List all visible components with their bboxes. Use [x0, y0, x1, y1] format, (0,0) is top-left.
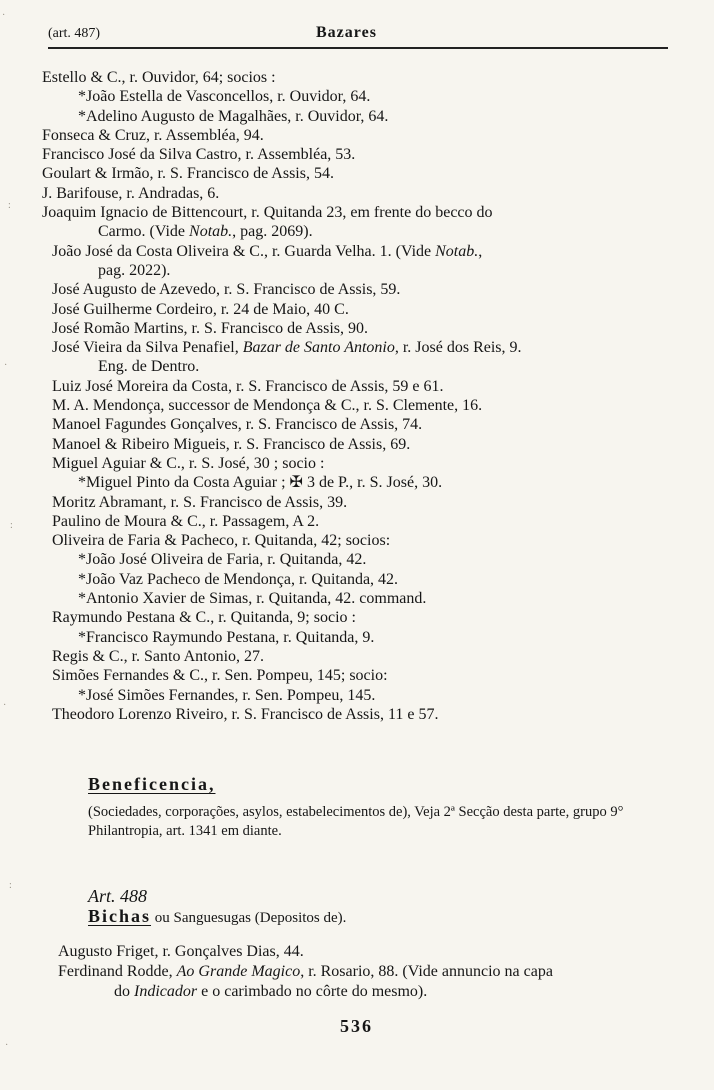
entry-line [42, 666, 682, 685]
entry-line [42, 531, 682, 550]
entry-text: Francisco José da Silva Castro, r. Assembléa, 53. [42, 146, 356, 164]
entry-text: Oliveira de Faria & Pacheco, r. Quitanda, 42; socios: [52, 532, 391, 550]
entry-line [42, 184, 682, 203]
entry-line [42, 647, 682, 666]
entry-line [42, 415, 682, 434]
entry-text: *Francisco Raymundo Pestana, r. Quitanda, 9. [78, 628, 375, 646]
bichas-entry-text: e o carimbado no côrte do mesmo). [197, 983, 428, 1000]
entry-line [42, 473, 682, 492]
entry-text: M. A. Mendonça, successor de Mendonça & C., r. S. Clemente, 16. [52, 397, 483, 415]
entry-text: Fonseca & Cruz, r. Assembléa, 94. [42, 126, 264, 144]
entry-line [42, 435, 682, 454]
bichas-entry-text: Augusto Friget, r. Gonçalves Dias, 44. [58, 943, 304, 960]
entry-text: Eng. de Dentro. [98, 358, 200, 376]
entry-line [42, 319, 682, 338]
entry-line [42, 242, 682, 261]
page-number: 536 [340, 1016, 373, 1036]
bichas-entry-text: do [114, 983, 134, 1000]
entry-text: José Guilherme Cordeiro, r. 24 de Maio, 40 C. [52, 300, 349, 318]
entry-text: Raymundo Pestana & C., r. Quitanda, 9; socio : [52, 609, 356, 627]
entry-text: Goulart & Irmão, r. S. Francisco de Assis, 54. [42, 165, 334, 183]
entry-text: *João Estella de Vasconcellos, r. Ouvidor, 64. [78, 88, 371, 106]
entry-text: José Vieira da Silva Penafiel, [52, 339, 243, 357]
bichas-entry-line [58, 942, 698, 962]
entry-text: Manoel Fagundes Gonçalves, r. S. Francisco de Assis, 74. [52, 416, 423, 434]
entry-text: Manoel & Ribeiro Migueis, r. S. Francisco de Assis, 69. [52, 435, 411, 453]
article-488-label: Art. 488 [88, 886, 148, 906]
entry-text: , r. José dos Reis, 9. [394, 339, 522, 357]
entry-line [42, 686, 682, 705]
entry-line [42, 261, 682, 280]
beneficencia-heading: Beneficencia, [88, 774, 216, 794]
entry-line [42, 550, 682, 569]
entry-line [42, 396, 682, 415]
bichas-entry-line [58, 982, 698, 1002]
header-rule [48, 47, 668, 49]
entry-text: J. Barifouse, r. Andradas, 6. [42, 184, 220, 202]
entry-text: João José da Costa Oliveira & C., r. Guarda Velha. 1. (Vide [52, 242, 436, 260]
entry-line [42, 68, 682, 87]
bichas-entry-text: Ao Grande Magico [176, 963, 301, 980]
entry-text: Simões Fernandes & C., r. Sen. Pompeu, 145; socio: [52, 667, 388, 685]
bichas-title: Bichas [88, 906, 152, 926]
bichas-entry-text: Ferdinand Rodde, [58, 963, 177, 980]
entry-text: José Romão Martins, r. S. Francisco de Assis, 90. [52, 319, 368, 337]
bichas-entry-text: Indicador [134, 983, 198, 1000]
entry-line [42, 570, 682, 589]
entry-line [42, 107, 682, 126]
entry-text: pag. 2022). [98, 261, 171, 279]
entry-line [42, 608, 682, 627]
beneficencia-text: (Sociedades, corporações, asylos, estabelecimentos de), Veja 2ª Secção desta parte, grupo 9° Philantropia, art. 1341 em diante. [88, 804, 624, 839]
entry-text: Joaquim Ignacio de Bittencourt, r. Quitanda 23, em frente do becco do [42, 204, 493, 222]
entry-text: *João José Oliveira de Faria, r. Quitanda, 42. [78, 551, 367, 569]
entry-line [42, 512, 682, 531]
entry-line [42, 203, 682, 222]
entry-text: , [478, 242, 483, 260]
entry-line [42, 300, 682, 319]
entry-line [42, 377, 682, 396]
article-reference: (art. 487) [48, 26, 101, 41]
entry-line [42, 145, 682, 164]
entry-line [42, 87, 682, 106]
entry-text: Miguel Aguiar & C., r. S. José, 30 ; socio : [52, 454, 325, 472]
entry-text: , pag. 2069). [232, 223, 313, 241]
entry-text: Theodoro Lorenzo Riveiro, r. S. Francisco de Assis, 11 e 57. [52, 705, 439, 723]
entry-text: *José Simões Fernandes, r. Sen. Pompeu, 145. [78, 686, 376, 704]
bichas-entry-list [58, 942, 698, 1002]
entry-text: Bazar de Santo Antonio [242, 339, 395, 357]
entry-text: Paulino de Moura & C., r. Passagem, A 2. [52, 512, 320, 530]
entry-text: Estello & C., r. Ouvidor, 64; socios : [42, 69, 276, 86]
bichas-subtitle: ou Sanguesugas (Depositos de). [154, 910, 347, 926]
left-margin-noise: · : · : · : · [2, 10, 13, 1051]
entry-text: *Adelino Augusto de Magalhães, r. Ouvidor, 64. [78, 107, 389, 125]
entry-text: Moritz Abramant, r. S. Francisco de Assis, 39. [52, 493, 348, 511]
entry-text: Regis & C., r. Santo Antonio, 27. [52, 647, 265, 665]
entry-line [42, 454, 682, 473]
entry-line [42, 705, 682, 724]
entry-text: *Miguel Pinto da Costa Aguiar ; ✠ 3 de P., r. S. José, 30. [78, 474, 443, 492]
bichas-entry-line [58, 962, 698, 982]
header-title: Bazares [316, 24, 377, 41]
entry-line [42, 126, 682, 145]
entry-text: Notab. [435, 242, 479, 260]
entry-line [42, 280, 682, 299]
entry-line [42, 164, 682, 183]
entry-text: Notab. [189, 223, 233, 241]
bichas-heading [88, 906, 346, 927]
entry-text: Luiz José Moreira da Costa, r. S. Francisco de Assis, 59 e 61. [52, 377, 444, 395]
bazares-entry-list [42, 68, 682, 724]
entry-text: Carmo. (Vide [98, 223, 190, 241]
bichas-entry-text: , r. Rosario, 88. (Vide annuncio na capa [300, 963, 553, 980]
entry-line [42, 222, 682, 241]
entry-line [42, 628, 682, 647]
entry-text: *Antonio Xavier de Simas, r. Quitanda, 42. command. [78, 590, 427, 608]
entry-line [42, 357, 682, 376]
entry-line [42, 589, 682, 608]
page-header [48, 22, 668, 46]
entry-text: José Augusto de Azevedo, r. S. Francisco de Assis, 59. [52, 281, 401, 299]
entry-text: *João Vaz Pacheco de Mendonça, r. Quitanda, 42. [78, 570, 399, 588]
entry-line [42, 338, 682, 357]
entry-line [42, 493, 682, 512]
